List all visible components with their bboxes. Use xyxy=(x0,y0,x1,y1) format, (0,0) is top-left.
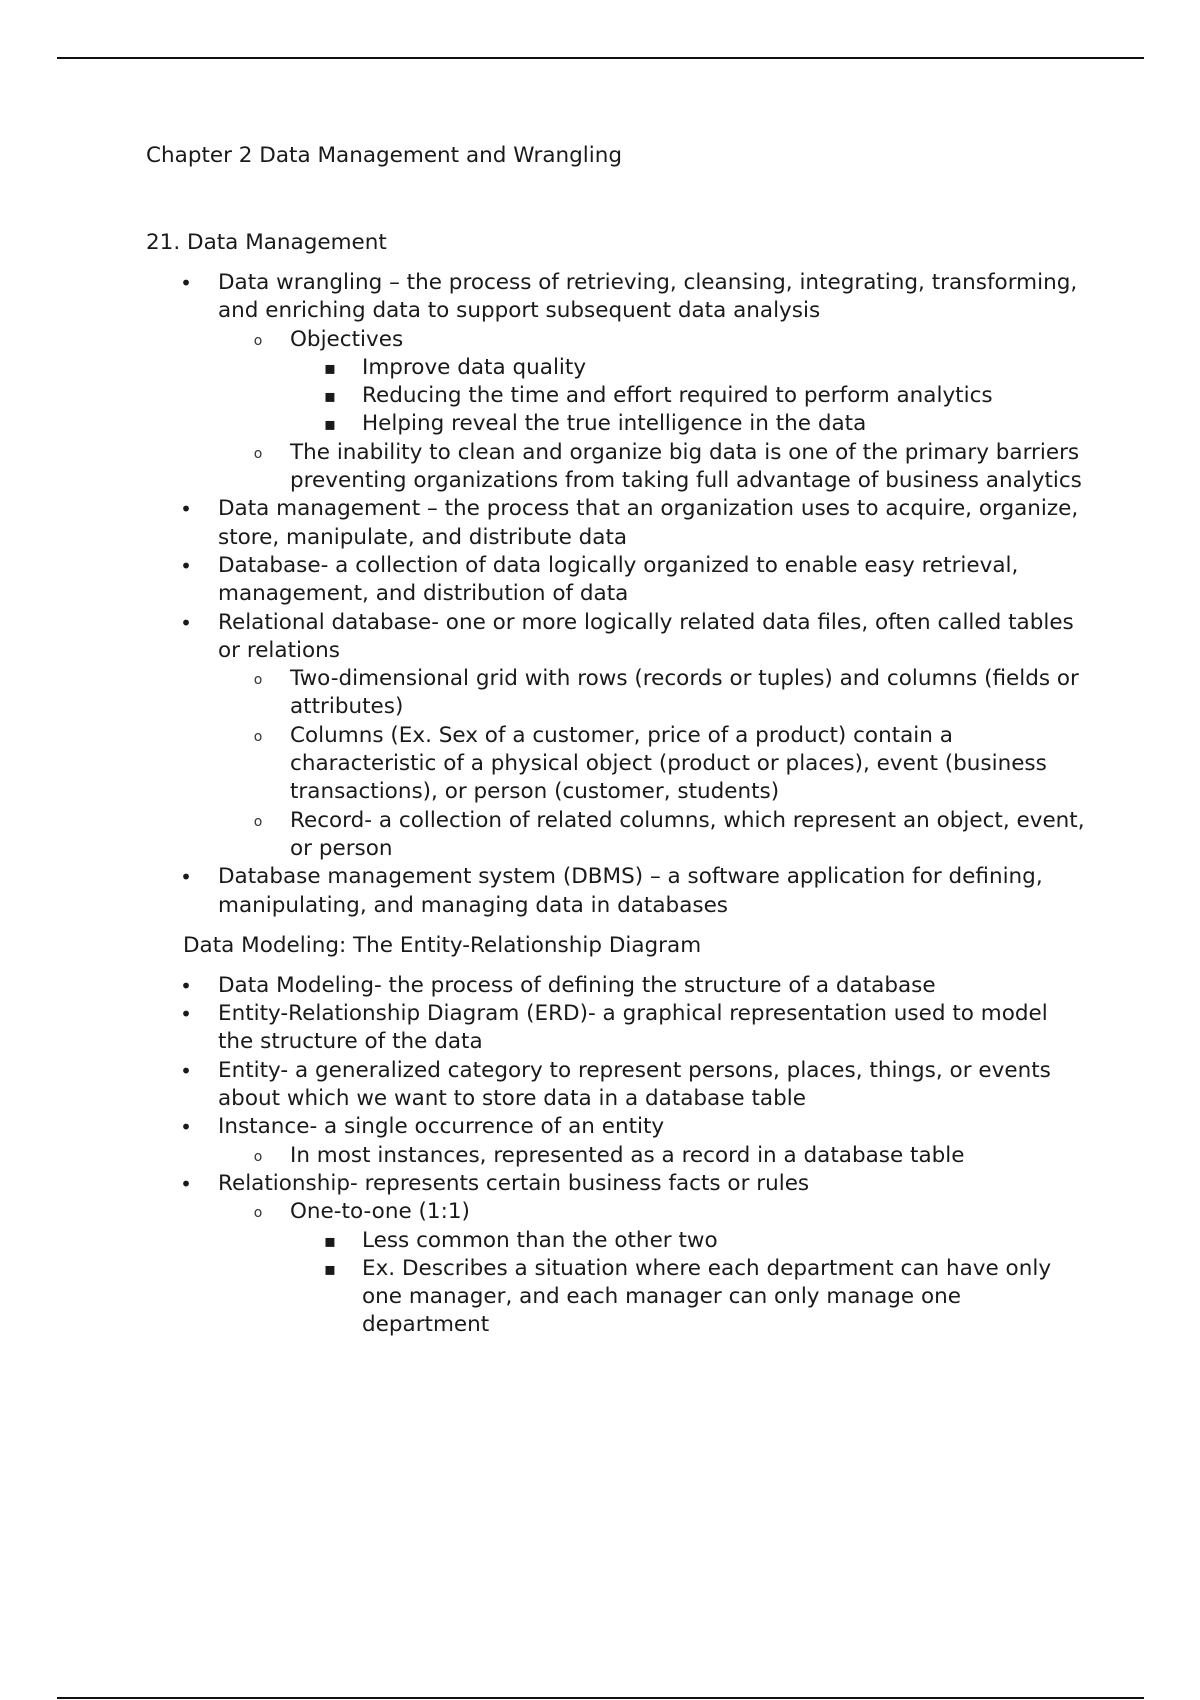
bullet-icon xyxy=(176,495,196,524)
bullet-icon xyxy=(176,863,196,892)
square-bullet-icon xyxy=(320,382,340,411)
sub-list-item-text: Two-dimensional grid with rows (records or tuples) and columns (fields or attributes) xyxy=(290,666,1079,720)
circle-bullet-icon xyxy=(248,665,268,695)
sub-sub-list-item xyxy=(146,1255,1086,1340)
sub-list xyxy=(146,1142,1086,1170)
sub-list-item-text: Columns (Ex. Sex of a customer, price of a product) contain a characteristic of a physical object (product or places), event (business transactions), or person (customer, students) xyxy=(290,722,1047,805)
list-item xyxy=(146,1000,1086,1057)
list-item-text: Data Modeling- the process of defining the structure of a database xyxy=(218,972,936,998)
sub-list xyxy=(146,665,1086,863)
sub-list xyxy=(146,326,1086,496)
bullet-icon xyxy=(176,972,196,1001)
footer-rule xyxy=(57,1697,1144,1699)
square-bullet-icon xyxy=(320,1227,340,1256)
section-title: 21. Data Management xyxy=(146,230,387,255)
circle-bullet-icon xyxy=(248,326,268,356)
chapter-title: Chapter 2 Data Management and Wrangling xyxy=(146,143,623,168)
sub-sub-list-item xyxy=(146,382,1086,410)
square-bullet-icon xyxy=(320,410,340,439)
circle-bullet-icon xyxy=(248,722,268,752)
square-bullet-icon xyxy=(320,1255,340,1284)
list-item-text: Relational database- one or more logically related data files, often called tables or relations xyxy=(218,609,1074,663)
sub-list-item xyxy=(146,1198,1086,1339)
bullet-icon xyxy=(176,1113,196,1142)
sub-sub-list-item-text: Reducing the time and effort required to perform analytics xyxy=(362,383,993,409)
sub-list xyxy=(146,1198,1086,1339)
header-rule xyxy=(57,57,1144,59)
sub-heading: Data Modeling: The Entity-Relationship Diagram xyxy=(183,932,702,958)
bullet-icon xyxy=(176,552,196,581)
bullet-icon xyxy=(176,1170,196,1199)
sub-list-item xyxy=(146,439,1086,496)
sub-sub-list-item xyxy=(146,410,1086,438)
list-item-text: Database management system (DBMS) – a software application for defining, manipulating, and managing data in databases xyxy=(218,864,1043,918)
list-item xyxy=(146,495,1086,552)
sub-list-item xyxy=(146,722,1086,807)
bullet-icon xyxy=(176,1057,196,1086)
list-item-text: Relationship- represents certain business facts or rules xyxy=(218,1170,810,1196)
list-item xyxy=(146,609,1086,864)
sub-sub-list-item-text: Ex. Describes a situation where each department can have only one manager, and each manager can only manage one department xyxy=(362,1255,1052,1338)
sub-list-item xyxy=(146,1142,1086,1170)
circle-bullet-icon xyxy=(248,1142,268,1172)
bullet-icon xyxy=(176,269,196,298)
definitions-list xyxy=(146,269,1086,920)
sub-sub-list-item-text: Improve data quality xyxy=(362,354,587,380)
sub-sub-list-item xyxy=(146,1227,1086,1255)
list-item-text: Entity-Relationship Diagram (ERD)- a graphical representation used to model the structure of the data xyxy=(218,1001,1048,1055)
list-item xyxy=(146,1113,1086,1170)
bullet-icon xyxy=(176,1000,196,1029)
list-item-text: Entity- a generalized category to represent persons, places, things, or events about which we want to store data in a database table xyxy=(218,1057,1051,1112)
list-item-text: Data wrangling – the process of retrieving, cleansing, integrating, transforming, and enriching data to support subsequent data analysis xyxy=(218,270,1078,324)
list-item-text: Data management – the process that an organization uses to acquire, organize, store, manipulate, and distribute data xyxy=(218,496,1079,550)
list-item xyxy=(146,269,1086,495)
data-modeling-list xyxy=(146,972,1086,1340)
sub-list-item-text: Record- a collection of related columns, which represent an object, event, or person xyxy=(290,807,1085,861)
sub-list-item-text: One-to-one (1:1) xyxy=(290,1199,470,1225)
sub-sub-list-item-text: Helping reveal the true intelligence in the data xyxy=(362,411,867,437)
circle-bullet-icon xyxy=(248,1198,268,1228)
document-body xyxy=(146,142,1086,1340)
sub-list-item xyxy=(146,665,1086,722)
square-bullet-icon xyxy=(320,354,340,383)
sub-list-item xyxy=(146,807,1086,864)
sub-list-item-text: In most instances, represented as a record in a database table xyxy=(290,1142,965,1168)
list-item xyxy=(146,972,1086,1000)
sub-sub-list xyxy=(146,354,1086,439)
sub-sub-list-item xyxy=(146,354,1086,382)
sub-sub-list xyxy=(146,1227,1086,1340)
list-item xyxy=(146,552,1086,609)
list-item xyxy=(146,1057,1086,1114)
list-item-text: Instance- a single occurrence of an entity xyxy=(218,1114,665,1140)
sub-sub-list-item-text: Less common than the other two xyxy=(362,1227,718,1253)
sub-list-item-text: The inability to clean and organize big data is one of the primary barriers preventing organizations from taking full advantage of business analytics xyxy=(290,439,1082,494)
list-item xyxy=(146,863,1086,920)
list-item-text: Database- a collection of data logically organized to enable easy retrieval, management, and distribution of data xyxy=(218,552,1019,607)
sub-list-item xyxy=(146,326,1086,439)
circle-bullet-icon xyxy=(248,807,268,837)
bullet-icon xyxy=(176,609,196,638)
list-item xyxy=(146,1170,1086,1340)
circle-bullet-icon xyxy=(248,439,268,469)
sub-list-item-text: Objectives xyxy=(290,326,404,352)
